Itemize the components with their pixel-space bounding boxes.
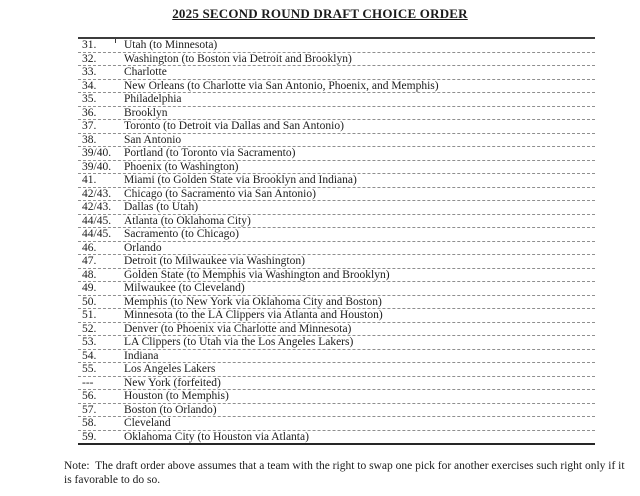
table-row [78, 228, 595, 242]
pick-number: 35. [82, 93, 97, 105]
pick-number: 48. [82, 268, 97, 281]
team-entry: Detroit (to Milwaukee via Washington) [124, 255, 305, 267]
table-row [78, 80, 595, 94]
pick-number: 55. [82, 363, 97, 375]
table-row [78, 53, 595, 67]
table-rows-container [78, 39, 595, 443]
pick-number: 53. [82, 336, 97, 348]
team-entry: Los Angeles Lakers [124, 363, 216, 375]
team-entry: Cleveland [124, 417, 171, 429]
team-entry: Golden State (to Memphis via Washington and Brooklyn) [124, 268, 390, 281]
team-entry: Toronto (to Detroit via Dallas and San Antonio) [124, 120, 344, 132]
team-entry: Sacramento (to Chicago) [124, 228, 239, 240]
table-row [78, 39, 595, 53]
pick-number: 50. [82, 295, 97, 308]
team-entry: Atlanta (to Oklahoma City) [124, 214, 251, 227]
table-row [78, 431, 595, 444]
pick-number: 44/45. [82, 214, 112, 227]
pick-number: 42/43. [82, 187, 112, 200]
team-entry: Philadelphia [124, 93, 182, 105]
pick-number: 38. [82, 133, 97, 146]
pick-number: 54. [82, 349, 97, 362]
table-row [78, 296, 595, 310]
table-row [78, 215, 595, 229]
team-entry: Milwaukee (to Cleveland) [124, 282, 245, 294]
pick-number: 51. [82, 309, 97, 321]
team-entry: Utah (to Minnesota) [124, 39, 218, 51]
pick-number: 44/45. [82, 228, 112, 240]
footnote: Note: The draft order above assumes that a team with the right to swap one pick for another exercises such right only if it is favorable to do so. [64, 460, 628, 486]
pick-number: 36. [82, 106, 97, 119]
team-entry: Memphis (to New York via Oklahoma City and Boston) [124, 295, 382, 308]
pick-number: 58. [82, 417, 97, 429]
draft-order-table [78, 37, 595, 445]
team-entry: Portland (to Toronto via Sacramento) [124, 147, 296, 159]
column-divider-tick [115, 39, 116, 43]
team-entry: Indiana [124, 349, 159, 362]
pick-number: 33. [82, 66, 97, 78]
pick-number: 46. [82, 241, 97, 254]
pick-number: 39/40. [82, 160, 112, 173]
table-row [78, 269, 595, 283]
table-row [78, 255, 595, 269]
table-row [78, 147, 595, 161]
pick-number: 37. [82, 120, 97, 132]
team-entry: Boston (to Orlando) [124, 403, 217, 416]
table-row [78, 417, 595, 431]
team-entry: Denver (to Phoenix via Charlotte and Minnesota) [124, 322, 352, 335]
pick-number: 56. [82, 390, 97, 402]
table-row [78, 120, 595, 134]
team-entry: San Antonio [124, 133, 182, 146]
table-row [78, 350, 595, 364]
team-entry: Brooklyn [124, 106, 168, 119]
pick-number: 59. [82, 430, 97, 443]
table-row [78, 93, 595, 107]
team-entry: Oklahoma City (to Houston via Atlanta) [124, 430, 309, 443]
table-row [78, 174, 595, 188]
pick-number: 47. [82, 255, 97, 267]
team-entry: Chicago (to Sacramento via San Antonio) [124, 187, 316, 200]
team-entry: Orlando [124, 241, 162, 254]
pick-number: 41. [82, 174, 97, 186]
pick-number: 39/40. [82, 147, 112, 159]
team-entry: Phoenix (to Washington) [124, 160, 239, 173]
pick-number: 34. [82, 79, 97, 92]
table-row [78, 66, 595, 80]
team-entry: Minnesota (to the LA Clippers via Atlanta and Houston) [124, 309, 383, 321]
table-row [78, 390, 595, 404]
table-row [78, 309, 595, 323]
page-title: 2025 SECOND ROUND DRAFT CHOICE ORDER [172, 6, 468, 21]
team-entry: Miami (to Golden State via Brooklyn and Indiana) [124, 174, 357, 186]
pick-number: 42/43. [82, 201, 112, 213]
table-row [78, 242, 595, 256]
pick-number: 49. [82, 282, 97, 294]
table-row [78, 107, 595, 121]
table-row [78, 134, 595, 148]
table-row [78, 201, 595, 215]
team-entry: LA Clippers (to Utah via the Los Angeles Lakers) [124, 336, 354, 348]
team-entry: Dallas (to Utah) [124, 201, 199, 213]
pick-number: 52. [82, 322, 97, 335]
pick-number: --- [82, 376, 94, 389]
team-entry: Washington (to Boston via Detroit and Brooklyn) [124, 52, 352, 65]
team-entry: Houston (to Memphis) [124, 390, 229, 402]
table-row [78, 404, 595, 418]
table-row [78, 188, 595, 202]
pick-number: 32. [82, 52, 97, 65]
team-entry: Charlotte [124, 66, 167, 78]
table-row [78, 161, 595, 175]
team-entry: New York (forfeited) [124, 376, 221, 389]
table-row [78, 336, 595, 350]
pick-number: 57. [82, 403, 97, 416]
table-row [78, 377, 595, 391]
table-row [78, 282, 595, 296]
pick-number: 31. [82, 39, 97, 51]
table-row [78, 363, 595, 377]
team-entry: New Orleans (to Charlotte via San Antonio, Phoenix, and Memphis) [124, 79, 439, 92]
table-row [78, 323, 595, 337]
